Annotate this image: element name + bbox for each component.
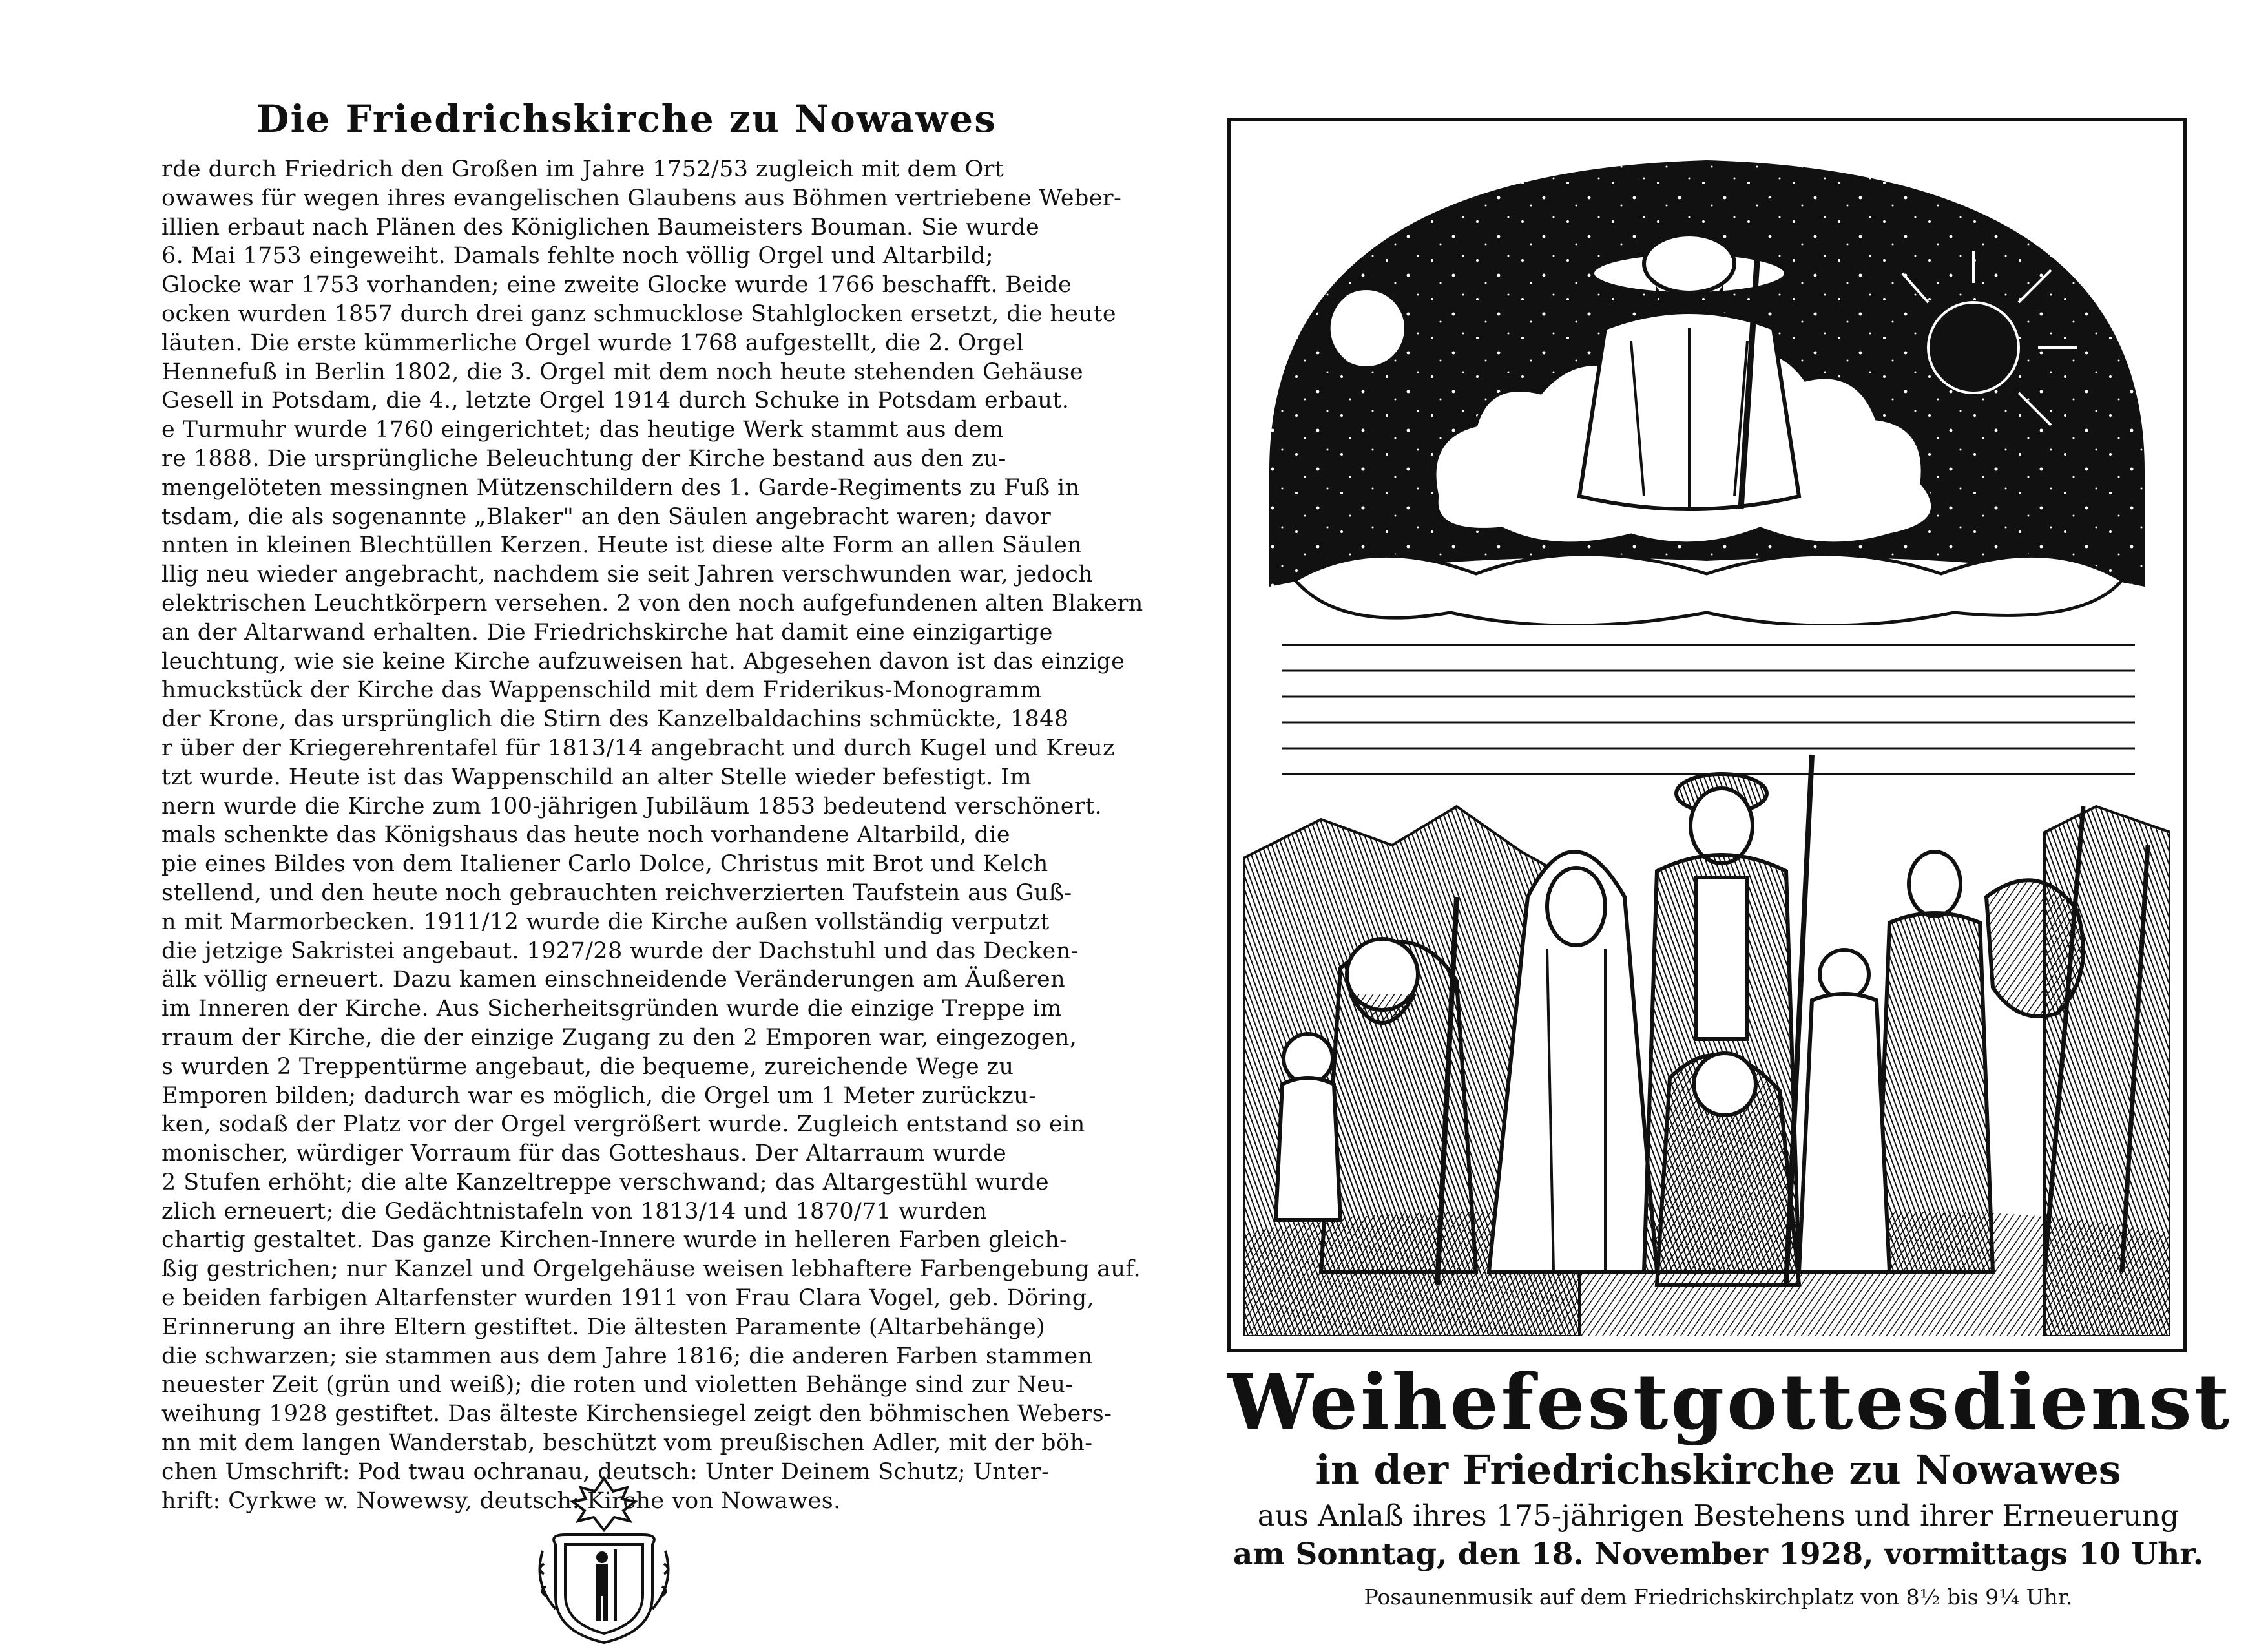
- service-title: Weihefestgottesdienst: [1227, 1357, 2232, 1447]
- left-page-title: Die Friedrichskirche zu Nowawes: [256, 97, 997, 141]
- text-line: stellend, und den heute noch gebrauchten reichverzierten Taufstein aus Guß-: [161, 879, 1072, 906]
- text-line: chen Umschrift: Pod twau ochranau, deutsch: Unter Deinem Schutz; Unter-: [161, 1458, 1050, 1485]
- illustration-frame: [1227, 118, 2187, 1352]
- text-line: 2 Stufen erhöht; die alte Kanzeltreppe verschwand; das Altargestühl wurde: [161, 1169, 1049, 1195]
- right-page: [1227, 0, 2268, 1649]
- text-line: die schwarzen; sie stammen aus dem Jahre 1816; die anderen Farben stammen: [161, 1343, 1093, 1369]
- church-seal-crest-icon: [530, 1473, 678, 1648]
- text-line: im Inneren der Kirche. Aus Sicherheitsgründen wurde die einzige Treppe im: [161, 996, 1062, 1022]
- text-line: ken, sodaß der Platz vor der Orgel vergrößert wurde. Zugleich entstand so ein: [161, 1111, 1085, 1138]
- text-line: n mit Marmorbecken. 1911/12 wurde die Kirche außen vollständig verputzt: [161, 909, 1050, 935]
- text-line: s wurden 2 Treppentürme angebaut, die bequeme, zureichende Wege zu: [161, 1053, 1014, 1080]
- text-line: monischer, würdiger Vorraum für das Gotteshaus. Der Altarraum wurde: [161, 1140, 1007, 1167]
- service-date: am Sonntag, den 18. November 1928, vormittags 10 Uhr.: [1233, 1537, 2204, 1572]
- text-line: älk völlig erneuert. Dazu kamen einschneidende Veränderungen am Äußeren: [161, 967, 1066, 993]
- text-line: Emporen bilden; dadurch war es möglich, die Orgel um 1 Meter zurückzu-: [161, 1082, 1037, 1109]
- text-line: läuten. Die erste kümmerliche Orgel wurde 1768 aufgestellt, die 2. Orgel: [161, 330, 1024, 356]
- text-line: Erinnerung an ihre Eltern gestiftet. Die ältesten Paramente (Altarbehänge): [161, 1314, 1046, 1340]
- text-line: die jetzige Sakristei angebaut. 1927/28 wurde der Dachstuhl und das Decken-: [161, 938, 1079, 964]
- service-subtitle: in der Friedrichskirche zu Nowawes: [1315, 1446, 2121, 1493]
- text-line: pie eines Bildes von dem Italiener Carlo Dolce, Christus mit Brot und Kelch: [161, 851, 1048, 877]
- pilgrims-illustration: [1243, 134, 2170, 1336]
- left-page-body: [161, 155, 1143, 1515]
- text-line: mengelöteten messingnen Mützenschildern des 1. Garde-Regiments zu Fuß in: [161, 474, 1080, 501]
- text-line: Gesell in Potsdam, die 4., letzte Orgel 1914 durch Schuke in Potsdam erbaut.: [161, 388, 1070, 414]
- text-line: tsdam, die als sogenannte „Blaker" an den Säulen angebracht waren; davor: [161, 503, 1052, 530]
- text-line: owawes für wegen ihres evangelischen Glaubens aus Böhmen vertriebene Weber-: [161, 185, 1122, 211]
- text-line: e beiden farbigen Altarfenster wurden 1911 von Frau Clara Vogel, geb. Döring,: [161, 1285, 1095, 1312]
- text-line: Glocke war 1753 vorhanden; eine zweite Glocke wurde 1766 beschafft. Beide: [161, 272, 1072, 299]
- text-line: der Krone, das ursprünglich die Stirn des Kanzelbaldachins schmückte, 1848: [161, 706, 1069, 733]
- text-line: nnten in kleinen Blechtüllen Kerzen. Heute ist diese alte Form an allen Säulen: [161, 532, 1083, 559]
- text-line: hrift: Cyrkwe w. Nowewsy, deutsch: Kirche von Nowawes.: [161, 1487, 841, 1514]
- text-line: e Turmuhr wurde 1760 eingerichtet; das heutige Werk stammt aus dem: [161, 417, 1004, 443]
- service-occasion: aus Anlaß ihres 175-jährigen Bestehens und ihrer Erneuerung: [1257, 1498, 2180, 1533]
- text-line: nn mit dem langen Wanderstab, beschützt vom preußischen Adler, mit der böh-: [161, 1430, 1093, 1456]
- text-line: hmuckstück der Kirche das Wappenschild mit dem Friderikus-Monogramm: [161, 677, 1042, 704]
- text-line: llig neu wieder angebracht, nachdem sie seit Jahren verschwunden war, jedoch: [161, 562, 1094, 588]
- text-line: an der Altarwand erhalten. Die Friedrichskirche hat damit eine einzigartige: [161, 619, 1053, 646]
- text-line: ßig gestrichen; nur Kanzel und Orgelgehäuse weisen lebhaftere Farbengebung auf.: [161, 1256, 1141, 1283]
- text-line: Hennefuß in Berlin 1802, die 3. Orgel mit dem noch heute stehenden Gehäuse: [161, 359, 1084, 385]
- text-line: rde durch Friedrich den Großen im Jahre 1752/53 zugleich mit dem Ort: [161, 156, 1004, 182]
- text-line: mals schenkte das Königshaus das heute noch vorhandene Altarbild, die: [161, 822, 1011, 848]
- text-line: ocken wurden 1857 durch drei ganz schmucklose Stahlglocken ersetzt, die heute: [161, 300, 1116, 327]
- text-line: chartig gestaltet. Das ganze Kirchen-Innere wurde in helleren Farben gleich-: [161, 1227, 1068, 1254]
- text-line: zlich erneuert; die Gedächtnistafeln von 1813/14 und 1870/71 wurden: [161, 1198, 988, 1224]
- text-line: elektrischen Leuchtkörpern versehen. 2 von den noch aufgefundenen alten Blakern: [161, 590, 1143, 616]
- text-line: 6. Mai 1753 eingeweiht. Damals fehlte noch völlig Orgel und Altarbild;: [161, 243, 994, 269]
- text-line: tzt wurde. Heute ist das Wappenschild an alter Stelle wieder befestigt. Im: [161, 764, 1032, 790]
- text-line: weihung 1928 gestiftet. Das älteste Kirchensiegel zeigt den böhmischen Webers-: [161, 1401, 1112, 1427]
- service-music-note: Posaunenmusik auf dem Friedrichskirchplatz von 8½ bis 9¼ Uhr.: [1364, 1584, 2073, 1610]
- text-line: leuchtung, wie sie keine Kirche aufzuweisen hat. Abgesehen davon ist das einzige: [161, 648, 1125, 675]
- text-line: re 1888. Die ursprüngliche Beleuchtung der Kirche bestand aus den zu-: [161, 445, 1006, 472]
- text-line: r über der Kriegerehrentafel für 1813/14 angebracht und durch Kugel und Kreuz: [161, 735, 1115, 761]
- text-line: nern wurde die Kirche zum 100-jährigen Jubiläum 1853 bedeutend verschönert.: [161, 793, 1102, 819]
- text-line: rraum der Kirche, die der einzige Zugang zu den 2 Emporen war, eingezogen,: [161, 1024, 1077, 1051]
- text-line: illien erbaut nach Plänen des Königlichen Baumeisters Bouman. Sie wurde: [161, 214, 1040, 240]
- text-line: neuester Zeit (grün und weiß); die roten und violetten Behänge sind zur Neu-: [161, 1372, 1074, 1398]
